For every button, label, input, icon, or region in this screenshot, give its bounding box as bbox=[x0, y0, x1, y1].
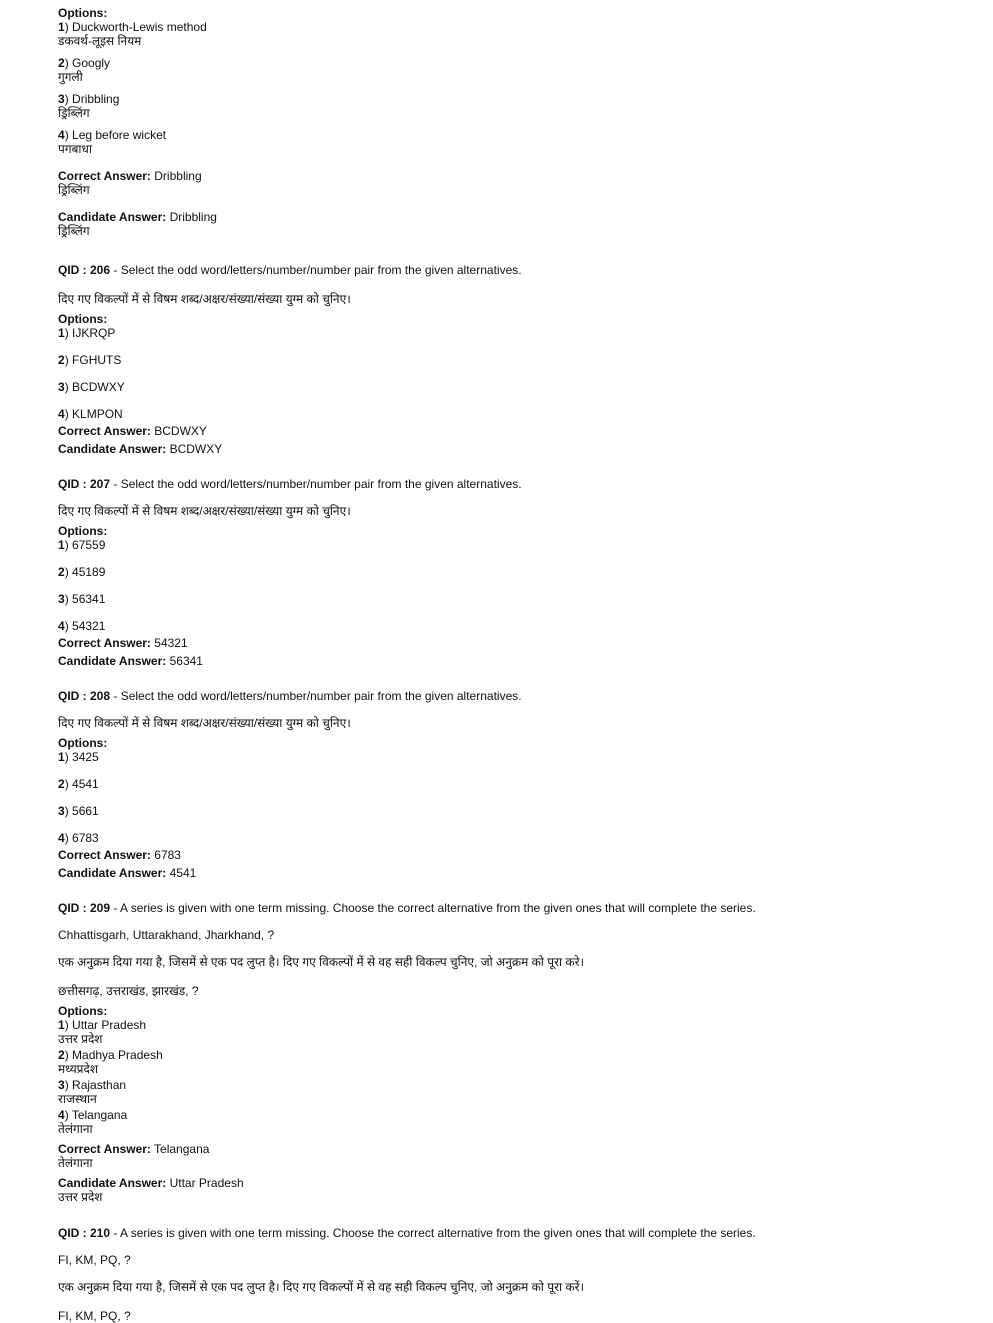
correct-answer-label: Correct Answer: bbox=[58, 169, 151, 183]
candidate-answer-value: Dribbling bbox=[169, 210, 217, 224]
option-number: 1 bbox=[58, 20, 65, 34]
option-4: 4) 54321 bbox=[58, 619, 106, 633]
option-text: IJKRQP bbox=[72, 326, 116, 340]
question-205 bbox=[58, 6, 938, 238]
correct-answer-value: Dribbling bbox=[154, 169, 202, 183]
option-4: 4) KLMPON bbox=[58, 407, 123, 421]
question-text: A series is given with one term missing. Choose the correct alternative from the given ones that will complete the series. bbox=[120, 1226, 756, 1240]
question-line: QID : 208 - Select the odd word/letters/number/number pair from the given alternatives. bbox=[58, 689, 522, 703]
option-number: 4 bbox=[58, 128, 65, 142]
option-2: 2) 45189 bbox=[58, 565, 106, 579]
option-2-hindi: गुगली bbox=[58, 70, 83, 84]
option-number: 1 bbox=[58, 750, 65, 764]
question-line: QID : 206 - Select the odd word/letters/number/number pair from the given alternatives. bbox=[58, 263, 522, 277]
candidate-answer-value: Uttar Pradesh bbox=[169, 1176, 244, 1190]
options-label: Options: bbox=[58, 312, 108, 326]
question-line: QID : 210 - A series is given with one term missing. Choose the correct alternative from the given ones that will complete the series. bbox=[58, 1226, 756, 1240]
option-3-hindi: राजस्थान bbox=[58, 1092, 97, 1106]
option-2: 2) 4541 bbox=[58, 777, 99, 791]
option-number: 3 bbox=[58, 92, 65, 106]
option-text: 6783 bbox=[72, 831, 99, 845]
option-number: 1 bbox=[58, 326, 65, 340]
correct-answer-label: Correct Answer: bbox=[58, 636, 151, 650]
candidate-answer-label: Candidate Answer: bbox=[58, 442, 167, 456]
question-series: FI, KM, PQ, ? bbox=[58, 1253, 131, 1267]
option-number: 2 bbox=[58, 777, 65, 791]
candidate-answer bbox=[58, 654, 938, 668]
option-number: 4 bbox=[58, 407, 65, 421]
options-label: Options: bbox=[58, 6, 108, 20]
option-1: 1) Uttar Pradesh bbox=[58, 1018, 147, 1032]
option-4: 4) 6783 bbox=[58, 831, 99, 845]
question-text: Select the odd word/letters/number/number pair from the given alternatives. bbox=[120, 689, 522, 703]
options-label: Options: bbox=[58, 1004, 108, 1018]
option-1: 1) 67559 bbox=[58, 538, 106, 552]
candidate-answer-hindi: ड्रिब्लिंग bbox=[58, 224, 90, 238]
option-3: 3) BCDWXY bbox=[58, 380, 125, 394]
correct-answer bbox=[58, 424, 938, 438]
question-text-hindi: एक अनुक्रम दिया गया है, जिसमें से एक पद लुप्त है। दिए गए विकल्पों में से वह सही विकल्प चुनिए, जो अनुक्रम को पूरा करें। bbox=[58, 1280, 585, 1294]
option-number: 2 bbox=[58, 565, 65, 579]
option-number: 2 bbox=[58, 1048, 65, 1062]
option-2: 2) FGHUTS bbox=[58, 353, 122, 367]
candidate-answer-label: Candidate Answer: bbox=[58, 654, 167, 668]
option-4-hindi: पगबाधा bbox=[58, 142, 93, 156]
option-number: 4 bbox=[58, 619, 65, 633]
option-text: 4541 bbox=[72, 777, 99, 791]
option-text: FGHUTS bbox=[72, 353, 122, 367]
correct-answer-hindi: तेलंगाना bbox=[58, 1156, 93, 1170]
question-text-hindi: दिए गए विकल्पों में से विषम शब्द/अक्षर/संख्या/संख्या युग्म को चुनिए। bbox=[58, 504, 351, 518]
option-text: Dribbling bbox=[72, 92, 120, 106]
candidate-answer bbox=[58, 210, 938, 224]
question-text-hindi: दिए गए विकल्पों में से विषम शब्द/अक्षर/संख्या/संख्या युग्म को चुनिए। bbox=[58, 716, 351, 730]
correct-answer bbox=[58, 636, 938, 650]
option-4: 4) Telangana bbox=[58, 1108, 128, 1122]
option-text: KLMPON bbox=[72, 407, 123, 421]
options-label: Options: bbox=[58, 736, 108, 750]
option-text: BCDWXY bbox=[72, 380, 125, 394]
option-3: 3) 56341 bbox=[58, 592, 106, 606]
option-text: 45189 bbox=[72, 565, 106, 579]
options-label: Options: bbox=[58, 524, 108, 538]
question-id: QID : 210 bbox=[58, 1226, 111, 1240]
option-2: 2) Madhya Pradesh bbox=[58, 1048, 163, 1062]
option-1: 1) IJKRQP bbox=[58, 326, 116, 340]
option-1-hindi: उत्तर प्रदेश bbox=[58, 1032, 103, 1046]
option-number: 4 bbox=[58, 1108, 65, 1122]
candidate-answer-hindi: उत्तर प्रदेश bbox=[58, 1190, 103, 1204]
correct-answer-value: 6783 bbox=[154, 848, 181, 862]
question-id: QID : 206 bbox=[58, 263, 111, 277]
correct-answer-value: 54321 bbox=[154, 636, 188, 650]
question-208 bbox=[58, 689, 938, 880]
candidate-answer-value: 56341 bbox=[169, 654, 203, 668]
question-id: QID : 207 bbox=[58, 477, 111, 491]
question-id: QID : 208 bbox=[58, 689, 111, 703]
option-3-hindi: ड्रिब्लिंग bbox=[58, 106, 90, 120]
option-number: 2 bbox=[58, 353, 65, 367]
option-3: 3) 5661 bbox=[58, 804, 99, 818]
correct-answer bbox=[58, 1142, 938, 1156]
candidate-answer bbox=[58, 1176, 938, 1190]
correct-answer bbox=[58, 169, 938, 183]
option-number: 1 bbox=[58, 538, 65, 552]
option-text: 54321 bbox=[72, 619, 106, 633]
candidate-answer-value: 4541 bbox=[169, 866, 197, 880]
question-series-hindi: छत्तीसगढ़, उत्तराखंड, झारखंड, ? bbox=[58, 984, 199, 998]
option-number: 3 bbox=[58, 592, 65, 606]
option-text: 56341 bbox=[72, 592, 106, 606]
option-1: 1) 3425 bbox=[58, 750, 99, 764]
option-text: 5661 bbox=[72, 804, 99, 818]
option-text: 67559 bbox=[72, 538, 106, 552]
candidate-answer-label: Candidate Answer: bbox=[58, 866, 167, 880]
question-206 bbox=[58, 263, 938, 456]
option-1: 1) Duckworth-Lewis method bbox=[58, 20, 207, 34]
option-4: 4) Leg before wicket bbox=[58, 128, 167, 142]
option-text: Googly bbox=[72, 56, 111, 70]
option-1-hindi: डकवर्थ-लूइस नियम bbox=[58, 34, 142, 48]
candidate-answer-label: Candidate Answer: bbox=[58, 210, 167, 224]
option-text: Leg before wicket bbox=[72, 128, 167, 142]
question-text: Select the odd word/letters/number/number pair from the given alternatives. bbox=[120, 263, 522, 277]
question-line: QID : 207 - Select the odd word/letters/number/number pair from the given alternatives. bbox=[58, 477, 522, 491]
option-number: 3 bbox=[58, 804, 65, 818]
option-text: Madhya Pradesh bbox=[72, 1048, 163, 1062]
option-2: 2) Googly bbox=[58, 56, 111, 70]
correct-answer-label: Correct Answer: bbox=[58, 424, 151, 438]
question-text: A series is given with one term missing. Choose the correct alternative from the given ones that will complete the series. bbox=[120, 901, 756, 915]
candidate-answer bbox=[58, 442, 938, 456]
option-text: Telangana bbox=[71, 1108, 128, 1122]
correct-answer bbox=[58, 848, 938, 862]
option-text: Rajasthan bbox=[72, 1078, 127, 1092]
question-text-hindi: एक अनुक्रम दिया गया है, जिसमें से एक पद लुप्त है। दिए गए विकल्पों में से वह सही विकल्प चुनिए, जो अनुक्रम को पूरा करे। bbox=[58, 955, 585, 969]
question-209 bbox=[58, 901, 938, 1204]
question-210 bbox=[58, 1226, 938, 1323]
candidate-answer-value: BCDWXY bbox=[169, 442, 223, 456]
option-3: 3) Rajasthan bbox=[58, 1078, 127, 1092]
option-2-hindi: मध्यप्रदेश bbox=[58, 1062, 99, 1076]
correct-answer-label: Correct Answer: bbox=[58, 1142, 151, 1156]
answer-key-document bbox=[58, 6, 938, 1323]
question-line: QID : 209 - A series is given with one term missing. Choose the correct alternative from the given ones that will complete the series. bbox=[58, 901, 756, 915]
correct-answer-value: BCDWXY bbox=[154, 424, 207, 438]
option-number: 3 bbox=[58, 380, 65, 394]
correct-answer-value: Telangana bbox=[154, 1142, 210, 1156]
option-3: 3) Dribbling bbox=[58, 92, 120, 106]
option-number: 2 bbox=[58, 56, 65, 70]
option-text: Duckworth-Lewis method bbox=[72, 20, 207, 34]
candidate-answer bbox=[58, 866, 938, 880]
option-number: 3 bbox=[58, 1078, 65, 1092]
correct-answer-label: Correct Answer: bbox=[58, 848, 151, 862]
question-series-hindi: FI, KM, PQ, ? bbox=[58, 1309, 131, 1323]
option-number: 1 bbox=[58, 1018, 65, 1032]
option-number: 4 bbox=[58, 831, 65, 845]
question-text-hindi: दिए गए विकल्पों में से विषम शब्द/अक्षर/संख्या/संख्या युग्म को चुनिए। bbox=[58, 292, 351, 306]
question-207 bbox=[58, 477, 938, 668]
question-series: Chhattisgarh, Uttarakhand, Jharkhand, ? bbox=[58, 928, 275, 942]
question-id: QID : 209 bbox=[58, 901, 111, 915]
question-text: Select the odd word/letters/number/number pair from the given alternatives. bbox=[120, 477, 522, 491]
option-4-hindi: तेलंगाना bbox=[58, 1122, 93, 1136]
candidate-answer-label: Candidate Answer: bbox=[58, 1176, 167, 1190]
option-text: 3425 bbox=[72, 750, 99, 764]
correct-answer-hindi: ड्रिब्लिंग bbox=[58, 183, 90, 197]
option-text: Uttar Pradesh bbox=[72, 1018, 147, 1032]
